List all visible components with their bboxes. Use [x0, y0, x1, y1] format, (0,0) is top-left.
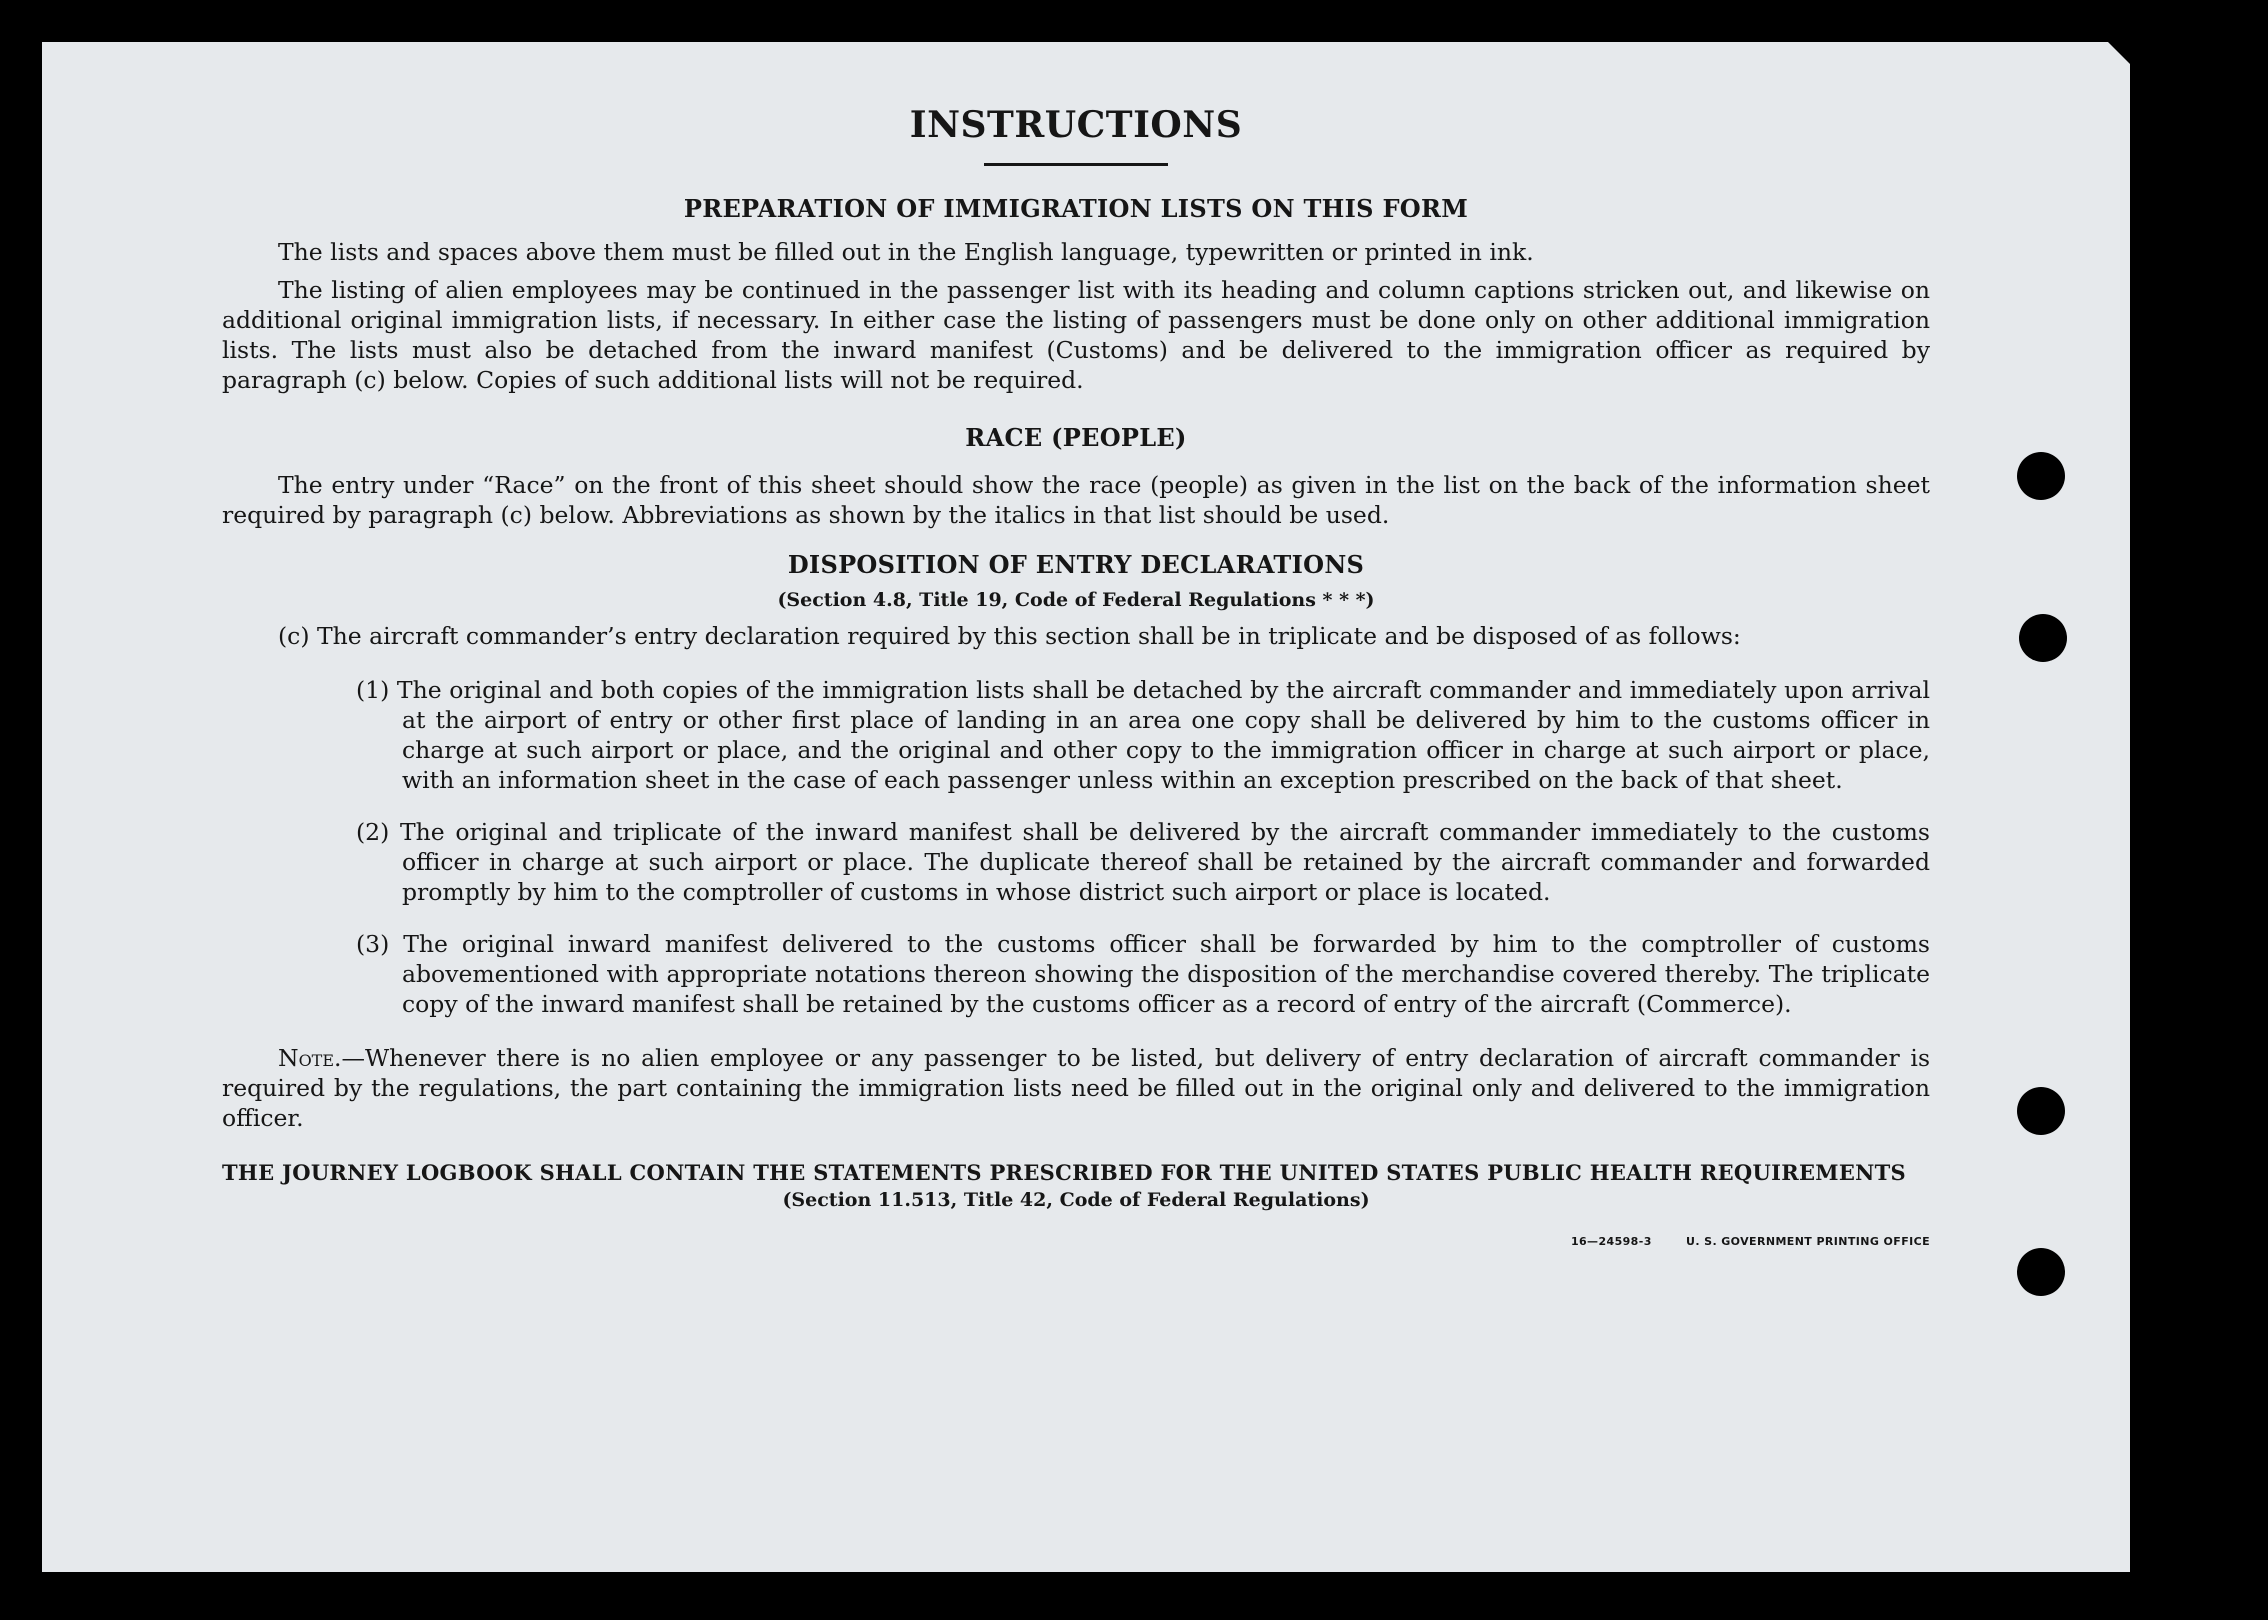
preparation-paragraph-2: The listing of alien employees may be continued in the passenger list with its heading and column captions stricken out, and likewise on additional original immigration lists, if necessary. In either case the listing of passengers must be done only on other additional immigration lists. The lists must also be detached from the inward manifest (Customs) and be delivered to the immigration officer as required by paragraph (c) below. Copies of such additional lists will not be required.	[222, 276, 1930, 395]
preparation-heading: PREPARATION OF IMMIGRATION LISTS ON THIS FORM	[683, 194, 1469, 224]
punch-hole	[2017, 452, 2065, 500]
printer-imprint	[222, 1235, 1930, 1248]
printer-name: U. S. GOVERNMENT PRINTING OFFICE	[1685, 1235, 1930, 1249]
preparation-paragraph-1: The lists and spaces above them must be filled out in the English language, typewritten or printed in ink.	[278, 238, 1534, 267]
disposition-item-3: (3) The original inward manifest delivered to the customs officer shall be forwarded by him to the comptroller of customs abovementioned with appropriate notations thereon showing the disposition of the merchandise covered thereby. The triplicate copy of the inward manifest shall be retained by the customs officer as a record of entry of the aircraft (Commerce).	[356, 930, 1930, 1019]
disposition-citation: (Section 4.8, Title 19, Code of Federal Regulations * * *)	[777, 589, 1375, 612]
form-number: 16—24598-3	[1570, 1235, 1652, 1249]
document-sheet	[42, 42, 2130, 1572]
folded-corner	[2108, 42, 2130, 64]
punch-hole	[2017, 1248, 2065, 1296]
note-paragraph	[222, 1043, 1930, 1133]
logbook-statement: THE JOURNEY LOGBOOK SHALL CONTAIN THE STATEMENTS PRESCRIBED FOR THE UNITED STATES PUBLIC HEALTH REQUIREMENTS	[222, 1160, 1907, 1186]
disposition-item-1: (1) The original and both copies of the immigration lists shall be detached by the aircraft commander and immediately upon arrival at the airport of entry or other first place of landing in an area one copy shall be delivered by him to the customs officer in charge at such airport or place, and the original and other copy to the immigration officer in charge at such airport or place, with an information sheet in the case of each passenger unless within an exception prescribed on the back of that sheet.	[356, 676, 1930, 795]
page-title: INSTRUCTIONS	[909, 104, 1243, 146]
note-label: Note.	[278, 1044, 342, 1073]
instructions-body	[222, 104, 1930, 1248]
punch-hole	[2019, 614, 2067, 662]
disposition-heading: DISPOSITION OF ENTRY DECLARATIONS	[787, 550, 1365, 580]
title-rule	[984, 163, 1168, 166]
disposition-intro: (c) The aircraft commander’s entry declaration required by this section shall be in triplicate and be disposed of as follows:	[278, 622, 1741, 651]
race-heading: RACE (PEOPLE)	[965, 423, 1187, 453]
disposition-item-2: (2) The original and triplicate of the inward manifest shall be delivered by the aircraft commander immediately to the customs officer in charge at such airport or place. The duplicate thereof shall be retained by the aircraft commander and forwarded promptly by him to the comptroller of customs in whose district such airport or place is located.	[356, 818, 1930, 907]
punch-hole	[2017, 1087, 2065, 1135]
note-text: —Whenever there is no alien employee or any passenger to be listed, but delivery of entry declaration of aircraft commander is required by the regulations, the part containing the immigration lists need be filled out in the original only and delivered to the immigration officer.	[222, 1044, 1930, 1133]
race-paragraph: The entry under “Race” on the front of this sheet should show the race (people) as given in the list on the back of the information sheet required by paragraph (c) below. Abbreviations as shown by the italics in that list should be used.	[222, 471, 1930, 530]
logbook-citation: (Section 11.513, Title 42, Code of Federal Regulations)	[782, 1189, 1370, 1212]
